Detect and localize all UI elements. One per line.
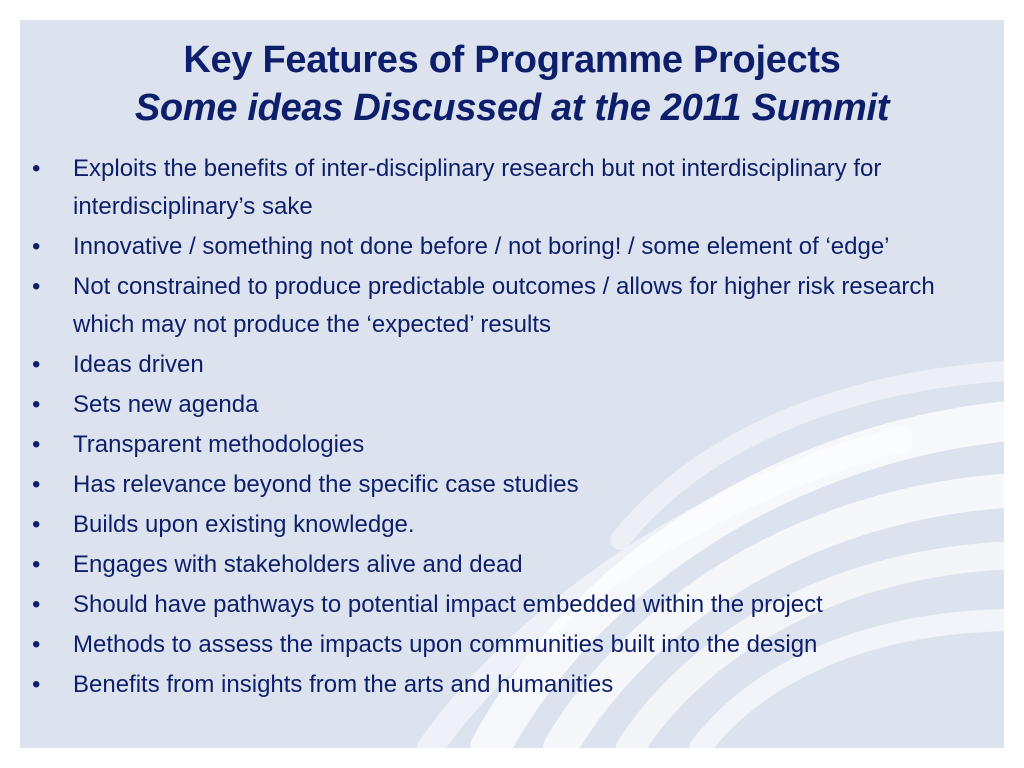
bullet-list <box>20 150 1004 706</box>
bullet-marker: • <box>32 591 41 618</box>
bullet-text: Exploits the benefits of inter-disciplinary research but not interdisciplinary for interdisciplinary’s sake <box>73 155 882 220</box>
list-item <box>20 426 1004 464</box>
bullet-text: Innovative / something not done before / not boring! / some element of ‘edge’ <box>73 233 890 260</box>
list-item <box>20 386 1004 424</box>
bullet-text: Should have pathways to potential impact embedded within the project <box>73 591 823 618</box>
bullet-marker: • <box>32 391 41 418</box>
bullet-marker: • <box>32 511 41 538</box>
bullet-text: Builds upon existing knowledge. <box>73 511 415 538</box>
bullet-marker: • <box>32 233 41 260</box>
list-item <box>20 150 1004 226</box>
slide-title: Key Features of Programme Projects <box>183 39 841 81</box>
bullet-marker: • <box>32 431 41 458</box>
bullet-text: Has relevance beyond the specific case studies <box>73 471 579 498</box>
bullet-marker: • <box>32 671 41 698</box>
list-item <box>20 506 1004 544</box>
list-item <box>20 626 1004 664</box>
list-item <box>20 546 1004 584</box>
bullet-text: Ideas driven <box>73 351 204 378</box>
bullet-text: Not constrained to produce predictable outcomes / allows for higher risk research which may not produce the ‘expected’ results <box>73 273 935 338</box>
slide-subtitle: Some ideas Discussed at the 2011 Summit <box>134 87 890 129</box>
list-item <box>20 666 1004 704</box>
slide-title-block <box>20 36 1004 132</box>
bullet-marker: • <box>32 273 41 300</box>
bullet-text: Engages with stakeholders alive and dead <box>73 551 523 578</box>
bullet-marker: • <box>32 631 41 658</box>
list-item <box>20 346 1004 384</box>
list-item <box>20 228 1004 266</box>
list-item <box>20 268 1004 344</box>
bullet-text: Sets new agenda <box>73 391 259 418</box>
slide <box>20 20 1004 748</box>
list-item <box>20 586 1004 624</box>
bullet-marker: • <box>32 155 41 182</box>
bullet-marker: • <box>32 351 41 378</box>
bullet-text: Methods to assess the impacts upon communities built into the design <box>73 631 818 658</box>
bullet-text: Benefits from insights from the arts and humanities <box>73 671 614 698</box>
bullet-text: Transparent methodologies <box>73 431 365 458</box>
list-item <box>20 466 1004 504</box>
bullet-marker: • <box>32 471 41 498</box>
bullet-marker: • <box>32 551 41 578</box>
